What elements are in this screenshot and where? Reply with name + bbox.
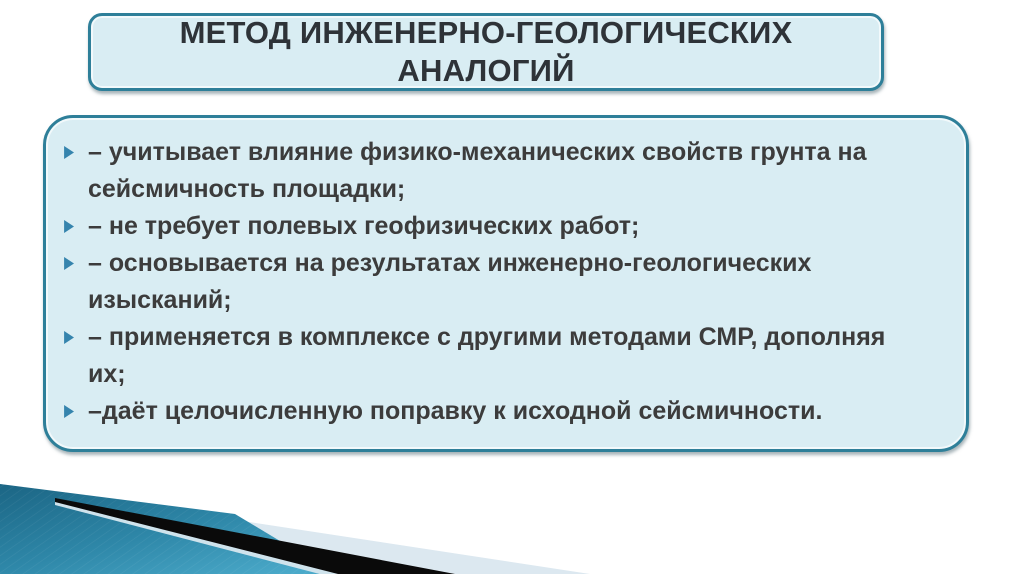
bullet-arrow-icon bbox=[63, 331, 74, 344]
light-edge-line-shape bbox=[55, 501, 462, 574]
bullet-item bbox=[46, 208, 898, 245]
pale-wedge-shape bbox=[0, 484, 590, 574]
black-stripe-shape bbox=[55, 498, 455, 574]
bullet-text: – не требует полевых геофизических работ; bbox=[88, 212, 640, 240]
bullet-arrow-icon bbox=[63, 146, 74, 159]
bullet-item bbox=[46, 134, 898, 208]
bullet-item bbox=[46, 393, 898, 430]
title-box bbox=[88, 13, 884, 91]
bullet-arrow-icon bbox=[63, 220, 74, 233]
bullet-list bbox=[46, 118, 966, 430]
bullet-text: – применяется в комплексе с другими методами СМР, дополняя их; bbox=[88, 323, 886, 388]
bullet-text: – учитывает влияние физико-механических свойств грунта на сейсмичность площадки; bbox=[88, 138, 867, 203]
slide-title: МЕТОД ИНЖЕНЕРНО-ГЕОЛОГИЧЕСКИХ АНАЛОГИЙ bbox=[179, 15, 793, 88]
bullet-text: –даёт целочисленную поправку к исходной сейсмичности. bbox=[88, 397, 823, 425]
bullet-arrow-icon bbox=[63, 257, 74, 270]
teal-wedge-texture bbox=[0, 484, 335, 574]
content-box bbox=[43, 115, 969, 452]
bullet-item bbox=[46, 319, 898, 393]
teal-wedge-shape bbox=[0, 484, 335, 574]
bullet-arrow-icon bbox=[63, 405, 74, 418]
bullet-text: – основывается на результатах инженерно-геологических изысканий; bbox=[88, 249, 812, 314]
bullet-item bbox=[46, 245, 898, 319]
